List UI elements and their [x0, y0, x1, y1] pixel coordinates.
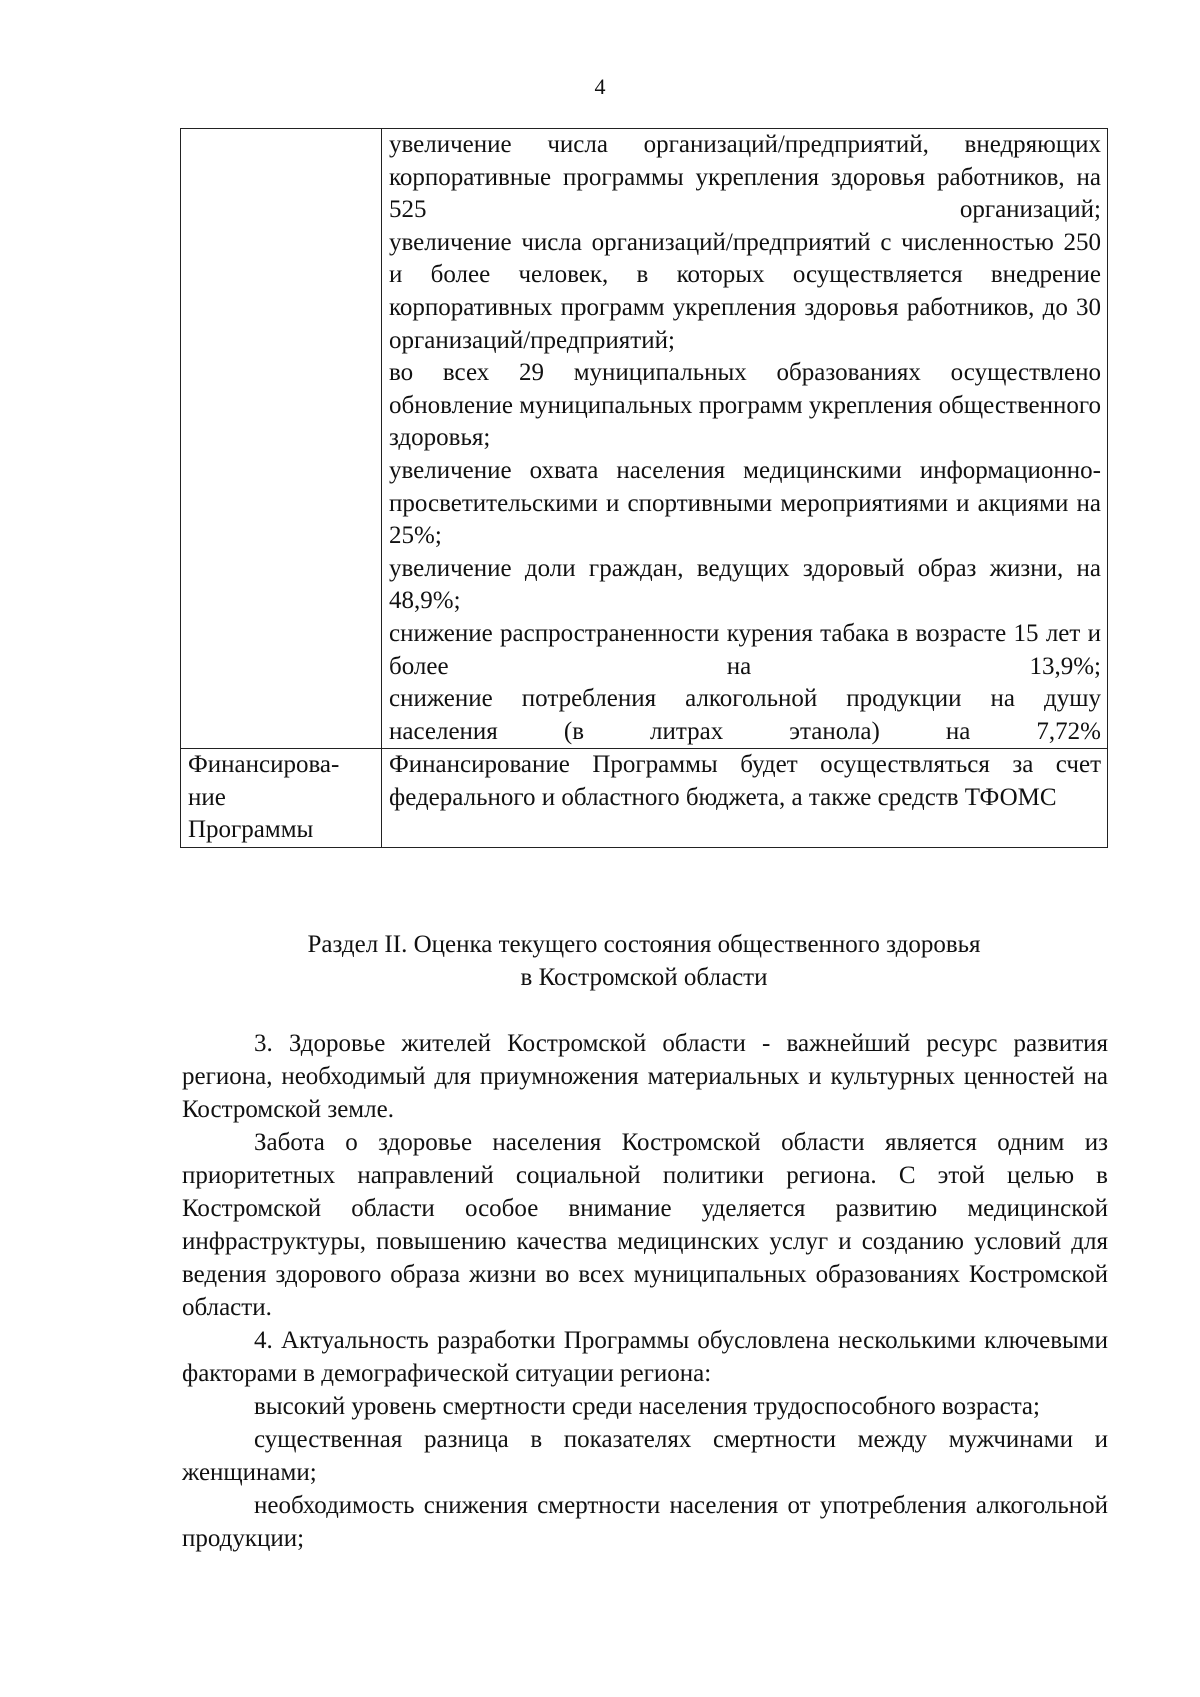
section-title [180, 928, 1108, 994]
body-text [182, 1027, 1108, 1555]
target-item: увеличение охвата населения медицинскими информационно-просветительскими и спортивными мероприятиями и акциями на 25%; [389, 456, 1101, 550]
program-passport-table [180, 128, 1108, 848]
financing-text: Финансирование Программы будет осуществляться за счет федерального и областного бюджета, а также средств ТФОМС [382, 749, 1108, 848]
paragraph: существенная разница в показателях смертности между мужчинами и женщинами; [182, 1426, 1108, 1486]
target-item: увеличение числа организаций/предприятий, внедряющих корпоративные программы укрепления здоровья работников, на 525 организаций; [389, 131, 1101, 224]
paragraph: Забота о здоровье населения Костромской области является одним из приоритетных направлений социальной политики региона. С этой целью в Костромской области особое внимание уделяется развитию медицинской инфраструктуры, повышению качества медицинских услуг и созданию условий для ведения здорового образа жизни во всех муниципальных образованиях Костромской области. [182, 1129, 1108, 1321]
page-number: 4 [594, 74, 606, 99]
financing-row [181, 749, 1108, 848]
target-item: увеличение числа организаций/предприятий с численностью 250 и более человек, в которых осуществляется внедрение корпоративных программ укрепления здоровья работников, до 30 организаций/предприятий; [389, 228, 1101, 354]
section-title-line: Раздел II. Оценка текущего состояния общественного здоровья [307, 931, 981, 958]
paragraph: 4. Актуальность разработки Программы обусловлена несколькими ключевыми факторами в демографической ситуации региона: [182, 1327, 1108, 1387]
targets-cell [382, 129, 1108, 749]
targets-row [181, 129, 1108, 749]
targets-label-cell [181, 129, 382, 749]
target-item: увеличение доли граждан, ведущих здоровый образ жизни, на 48,9%; [389, 554, 1101, 615]
section-title-line: в Костромской области [520, 964, 768, 991]
financing-label: Финансирова- ние Программы [181, 749, 382, 848]
target-item: снижение распространенности курения табака в возрасте 15 лет и более на 13,9%; [389, 619, 1101, 680]
paragraph: высокий уровень смертности среди населения трудоспособного возраста; [254, 1393, 1040, 1420]
paragraph: 3. Здоровье жителей Костромской области - важнейший ресурс развития региона, необходимый для приумножения материальных и культурных ценностей на Костромской земле. [182, 1030, 1108, 1123]
paragraph: необходимость снижения смертности населения от употребления алкогольной продукции; [182, 1492, 1108, 1552]
target-item: снижение потребления алкогольной продукции на душу населения (в литрах этанола) на 7,72% [389, 685, 1101, 745]
target-item: во всех 29 муниципальных образованиях осуществлено обновление муниципальных программ укрепления общественного здоровья; [389, 359, 1101, 452]
